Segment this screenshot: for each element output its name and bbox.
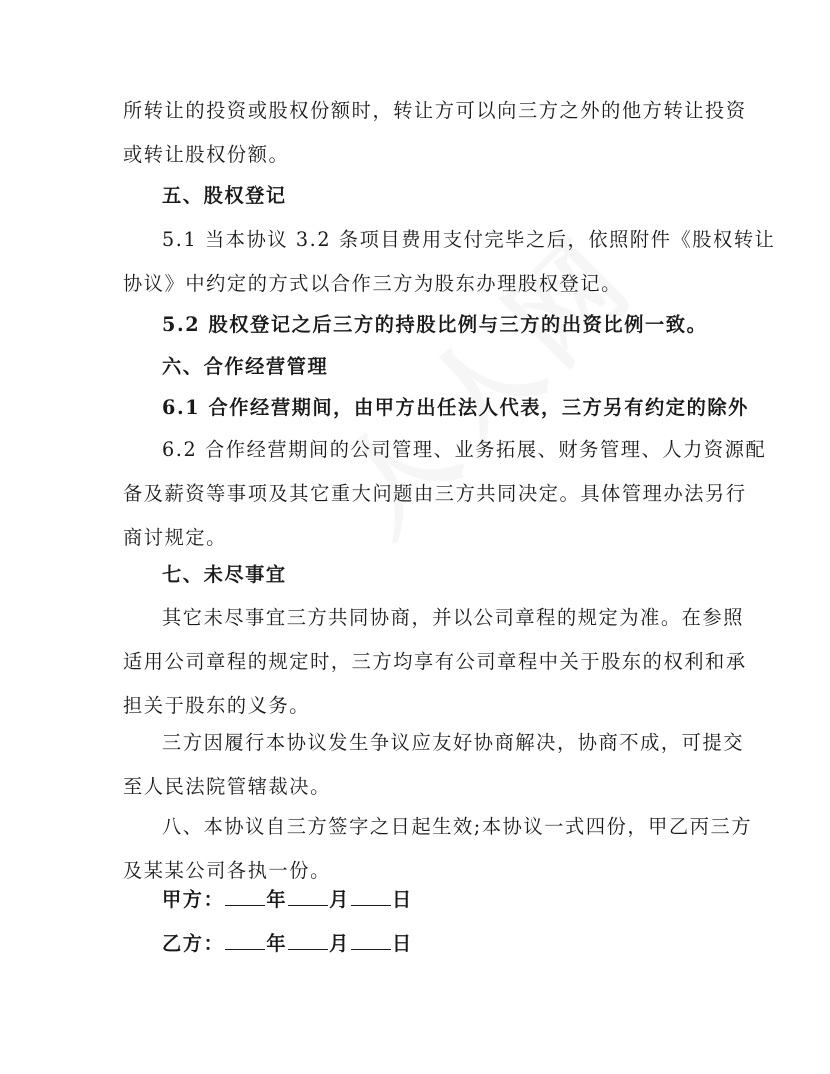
year-label: 年 — [266, 888, 288, 911]
signature-label-b: 乙方： — [162, 932, 225, 955]
text-line: 协议》中约定的方式以合作三方为股东办理股权登记。 — [123, 272, 622, 295]
text-line: 三方因履行本协议发生争议应友好协商解决，协商不成，可提交 — [162, 731, 745, 754]
year-blank — [225, 929, 265, 950]
day-blank — [351, 929, 391, 950]
paragraph-7-a — [123, 596, 747, 728]
text-line: 适用公司章程的规定时，三方均享有公司章程中关于股东的权利和承 — [123, 650, 747, 673]
text-line: 及某某公司各执一份。 — [123, 859, 331, 882]
text-line: 5.2 股权登记之后三方的持股比例与三方的出资比例一致。 — [162, 313, 708, 336]
section-heading: 七、未尽事宜 — [162, 563, 287, 586]
month-blank — [288, 929, 328, 950]
month-label: 月 — [329, 888, 350, 911]
text-line: 担关于股东的义务。 — [123, 694, 311, 717]
year-label: 年 — [266, 932, 288, 955]
text-line: 商讨规定。 — [123, 526, 227, 549]
signature-label-a: 甲方： — [162, 888, 225, 911]
month-label: 月 — [329, 932, 350, 955]
paragraph-7-b — [123, 721, 745, 809]
text-line: 其它未尽事宜三方共同协商，并以公司章程的规定为准。在参照 — [162, 606, 745, 629]
text-line: 6.2 合作经营期间的公司管理、业务拓展、财务管理、人力资源配 — [162, 438, 767, 461]
paragraph-5-1 — [123, 218, 776, 306]
day-blank — [351, 885, 391, 906]
signature-line-a — [123, 878, 713, 922]
signature-line-b — [123, 922, 713, 966]
section-7-title — [123, 553, 713, 597]
month-blank — [288, 885, 328, 906]
text-line: 5.1 当本协议 3.2 条项目费用支付完毕之后，依照附件《股权转让 — [162, 228, 776, 251]
year-blank — [225, 885, 265, 906]
paragraph-transfer-clause — [123, 89, 747, 177]
text-line: 所转让的投资或股权份额时，转让方可以向三方之外的他方转让投资 — [123, 99, 747, 122]
text-line: 八、本协议自三方签字之日起生效;本协议一式四份，甲乙丙三方 — [162, 815, 753, 838]
section-heading: 五、股权登记 — [162, 184, 287, 207]
section-6-title — [123, 345, 713, 389]
section-heading: 六、合作经营管理 — [162, 355, 329, 378]
section-5-title — [123, 174, 713, 218]
text-line: 至人民法院管辖裁决。 — [123, 775, 331, 798]
text-line: 6.1 合作经营期间，由甲方出任法人代表，三方另有约定的除外 — [162, 396, 749, 419]
day-label: 日 — [391, 932, 413, 955]
paragraph-6-2 — [123, 428, 767, 560]
day-label: 日 — [391, 888, 413, 911]
text-line: 或转让股权份额。 — [123, 143, 290, 166]
text-line: 备及薪资等事项及其它重大问题由三方共同决定。具体管理办法另行 — [123, 482, 747, 505]
paragraph-5-2 — [123, 303, 713, 347]
paragraph-6-1 — [123, 386, 749, 430]
